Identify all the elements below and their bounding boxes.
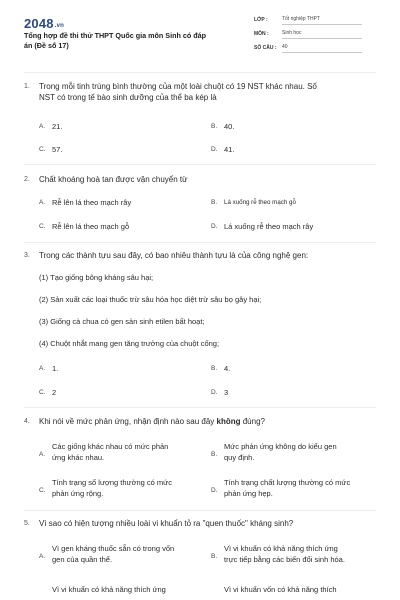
stem-line: Vì sao có hiện tượng nhiều loài vi khuẩn tỏ ra "quen thuốc" kháng sinh? [39,519,294,528]
statement-3: (3) Giống cà chua có gen sản sinh etilen bất hoạt; [39,317,205,326]
question-stem [39,250,374,261]
question-divider [24,510,376,511]
meta-label-count: SỐ CÂU : [254,45,277,51]
option-text: 4. [224,364,231,373]
statement-2: (2) Sản xuất các loại thuốc trừ sâu hóa học diệt trừ sâu bọ gây hại; [39,295,262,304]
statement-1: (1) Tạo giống bông kháng sâu hại; [39,273,154,282]
option-line: Vì vi khuẩn có khả năng thích ứng [224,544,338,553]
option-text [224,543,374,565]
question-stem [39,174,374,185]
stem-line: Trong các thành tựu sau đây, có bao nhiêu thành tựu là của công nghệ gen: [39,251,309,260]
option-line: phản ứng rộng. [52,489,104,498]
option-text: 57. [52,145,63,154]
question-divider [24,407,376,408]
option-letter: C. [39,146,46,153]
option-text: 3 [224,388,229,397]
logo-text: 2048 [24,16,54,31]
option-line: gen của quần thể. [52,555,113,564]
option-line: phản ứng hẹp. [224,489,273,498]
question-number: 2. [24,176,30,183]
option-text: 21. [52,122,63,131]
option-letter: D. [211,146,218,153]
option-text: Vì vi khuẩn vốn có khả năng thích [224,585,337,594]
question-stem [39,416,374,427]
meta-label-class: LỚP : [254,17,268,23]
option-line: trực tiếp bằng các biến đổi sinh hóa. [224,555,345,564]
option-line: Vì gen kháng thuốc sẵn có trong vốn [52,544,175,553]
option-letter: A. [39,199,46,206]
option-text: Lá xuống rễ theo mạch gỗ [224,199,296,206]
stem-line: NST có trong tế bào sinh dưỡng của thể ba kép là [39,93,217,102]
stem-emphasis: không [216,417,241,426]
option-line: Tính trạng số lượng thường có mức [52,478,172,487]
question-divider [24,242,376,243]
option-text: Vì vi khuẩn có khả năng thích ứng [52,585,166,594]
stem-line: Trong mỗi tinh trùng bình thường của một loài chuột có 19 NST khác nhau. Số [39,82,317,91]
option-letter: A. [39,123,46,130]
stem-line: Chất khoáng hoà tan được vận chuyển từ [39,175,188,184]
option-text: Lá xuống rễ theo mạch rây [224,222,314,231]
option-letter: D. [211,389,218,396]
site-logo[interactable] [24,16,64,31]
option-letter: D. [211,223,218,230]
option-text [52,543,187,565]
option-letter: C. [39,389,46,396]
question-number: 4. [24,418,30,425]
option-text [224,477,359,499]
question-number: 3. [24,252,30,259]
option-text: 40. [224,122,235,131]
option-text: 1. [52,364,59,373]
option-letter: D. [211,487,218,494]
document-title: Tổng hợp đề thi thử THPT Quốc gia môn Sinh có đáp án (Đề số 17) [24,31,207,50]
option-text: Rễ lên lá theo mạch gỗ [52,222,130,231]
option-letter: B. [211,451,218,458]
option-text: 41. [224,145,235,154]
meta-value-subject: Sinh học [282,30,362,39]
option-letter: B. [211,365,218,372]
stem-text: Khi nói về mức phản ứng, nhận định nào sau đây [39,417,217,426]
stem-text: đúng? [240,417,265,426]
option-line: Tính trạng chất lượng thường có mức [224,478,351,487]
option-letter: B. [211,123,218,130]
option-line: quy định. [224,453,255,462]
question-stem [39,81,374,103]
option-text: Rễ lên lá theo mạch rây [52,198,132,207]
meta-value-count: 40 [282,44,362,53]
option-letter: C. [39,487,46,494]
logo-suffix: .vn [54,23,65,29]
option-text [224,441,359,463]
option-letter: C. [39,223,46,230]
header-divider [24,72,376,73]
page-header [0,0,400,70]
option-letter: B. [211,553,218,560]
meta-label-subject: MÔN : [254,31,269,37]
option-line: Mức phản ứng không do kiểu gen [224,442,337,451]
question-divider [24,164,376,165]
question-number: 5. [24,520,30,527]
option-line: ứng khác nhau. [52,453,105,462]
option-letter: A. [39,553,46,560]
option-letter: B. [211,199,218,206]
option-text: 2 [52,388,57,397]
question-number: 1. [24,83,30,90]
statement-4: (4) Chuột nhắt mang gen tăng trưởng của chuột cống; [39,339,220,348]
option-text [52,477,187,499]
option-letter: A. [39,365,46,372]
question-stem [39,518,374,529]
option-text [52,441,187,463]
option-line: Các giống khác nhau có mức phản [52,442,169,451]
meta-value-class: Tốt nghiệp THPT [282,16,362,25]
option-letter: A. [39,451,46,458]
